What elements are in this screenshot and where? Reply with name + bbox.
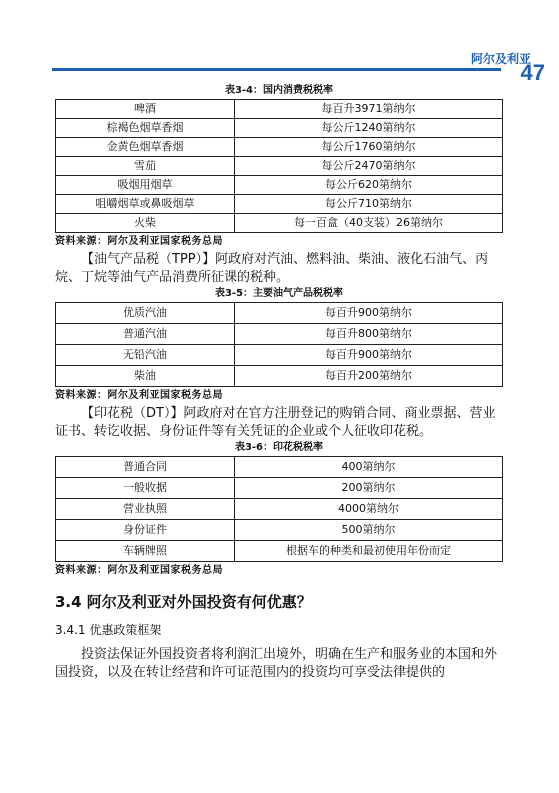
table-cell: 啤酒	[56, 100, 235, 119]
page-content	[55, 84, 503, 682]
table-cell: 咀嚼烟草或鼻吸烟草	[56, 195, 235, 214]
table-cell: 500第纳尔	[235, 520, 503, 541]
excise-tax-table	[55, 99, 503, 233]
table-cell: 棕褐色烟草香烟	[56, 119, 235, 138]
header-rule	[52, 68, 501, 71]
table-cell: 每公斤2470第纳尔	[235, 157, 503, 176]
table3-caption: 表3-6：印花税税率	[234, 442, 324, 453]
stamp-duty-table	[55, 456, 503, 562]
table-cell: 优质汽油	[56, 303, 235, 324]
table-row	[56, 345, 503, 366]
table-cell: 每一百盒（40支装）26第纳尔	[235, 214, 503, 233]
page-number: 47	[520, 60, 545, 85]
table-row	[56, 457, 503, 478]
table-cell: 无铅汽油	[56, 345, 235, 366]
table-cell: 每公斤710第纳尔	[235, 195, 503, 214]
table-row	[56, 478, 503, 499]
table-row	[56, 214, 503, 233]
table-row	[56, 520, 503, 541]
table-row	[56, 138, 503, 157]
table-row	[56, 541, 503, 562]
table-cell: 每公斤620第纳尔	[235, 176, 503, 195]
table-cell: 400第纳尔	[235, 457, 503, 478]
table2-source: 资料来源：阿尔及利亚国家税务总局	[55, 390, 223, 401]
table-row	[56, 176, 503, 195]
table-cell: 营业执照	[56, 499, 235, 520]
table-cell: 雪茄	[56, 157, 235, 176]
table-cell: 每百升200第纳尔	[235, 366, 503, 387]
header-country: 阿尔及利亚	[470, 52, 531, 66]
table-cell: 每百升800第纳尔	[235, 324, 503, 345]
table1-source: 资料来源：阿尔及利亚国家税务总局	[55, 236, 223, 247]
table-row	[56, 100, 503, 119]
table-cell: 每公斤1240第纳尔	[235, 119, 503, 138]
table-cell: 每百升900第纳尔	[235, 303, 503, 324]
section-heading: 3.4 阿尔及利亚对外国投资有何优惠？	[55, 593, 312, 611]
table-cell: 身份证件	[56, 520, 235, 541]
table-cell: 吸烟用烟草	[56, 176, 235, 195]
table1-caption: 表3-4：国内消费税税率	[224, 85, 334, 96]
table-row	[56, 499, 503, 520]
table-row	[56, 366, 503, 387]
table-row	[56, 324, 503, 345]
table-cell: 4000第纳尔	[235, 499, 503, 520]
table-cell: 一般收据	[56, 478, 235, 499]
table-cell: 普通汽油	[56, 324, 235, 345]
table-cell: 柴油	[56, 366, 235, 387]
table3-source: 资料来源：阿尔及利亚国家税务总局	[55, 565, 223, 576]
paragraph-stamp-duty: 【印花税（DT）】阿政府对在官方注册登记的购销合同、商业票据、营业证书、转讫收据、身份证件等有关凭证的企业或个人征收印花税。	[55, 406, 496, 439]
paragraph-investment: 投资法保证外国投资者将利润汇出境外，明确在生产和服务业的本国和外国投资，以及在转让经营和许可证范围内的投资均可享受法律提供的	[55, 647, 498, 680]
table-cell: 每公斤1760第纳尔	[235, 138, 503, 157]
table-cell: 200第纳尔	[235, 478, 503, 499]
table-cell: 每百升3971第纳尔	[235, 100, 503, 119]
petroleum-tax-table	[55, 302, 503, 387]
table-cell: 火柴	[56, 214, 235, 233]
table-row	[56, 119, 503, 138]
table-cell: 车辆牌照	[56, 541, 235, 562]
table-cell: 每百升900第纳尔	[235, 345, 503, 366]
table-cell: 金黄色烟草香烟	[56, 138, 235, 157]
subsection-heading: 3.4.1 优惠政策框架	[55, 623, 162, 637]
paragraph-tpp: 【油气产品税（TPP）】阿政府对汽油、燃料油、柴油、液化石油气、丙烷、丁烷等油气产品消费所征课的税种。	[55, 252, 489, 285]
table-row	[56, 303, 503, 324]
table-row	[56, 195, 503, 214]
table2-caption: 表3-5：主要油气产品税税率	[214, 288, 344, 299]
table-row	[56, 157, 503, 176]
table-cell: 普通合同	[56, 457, 235, 478]
table-cell: 根据车的种类和最初使用年份而定	[235, 541, 503, 562]
